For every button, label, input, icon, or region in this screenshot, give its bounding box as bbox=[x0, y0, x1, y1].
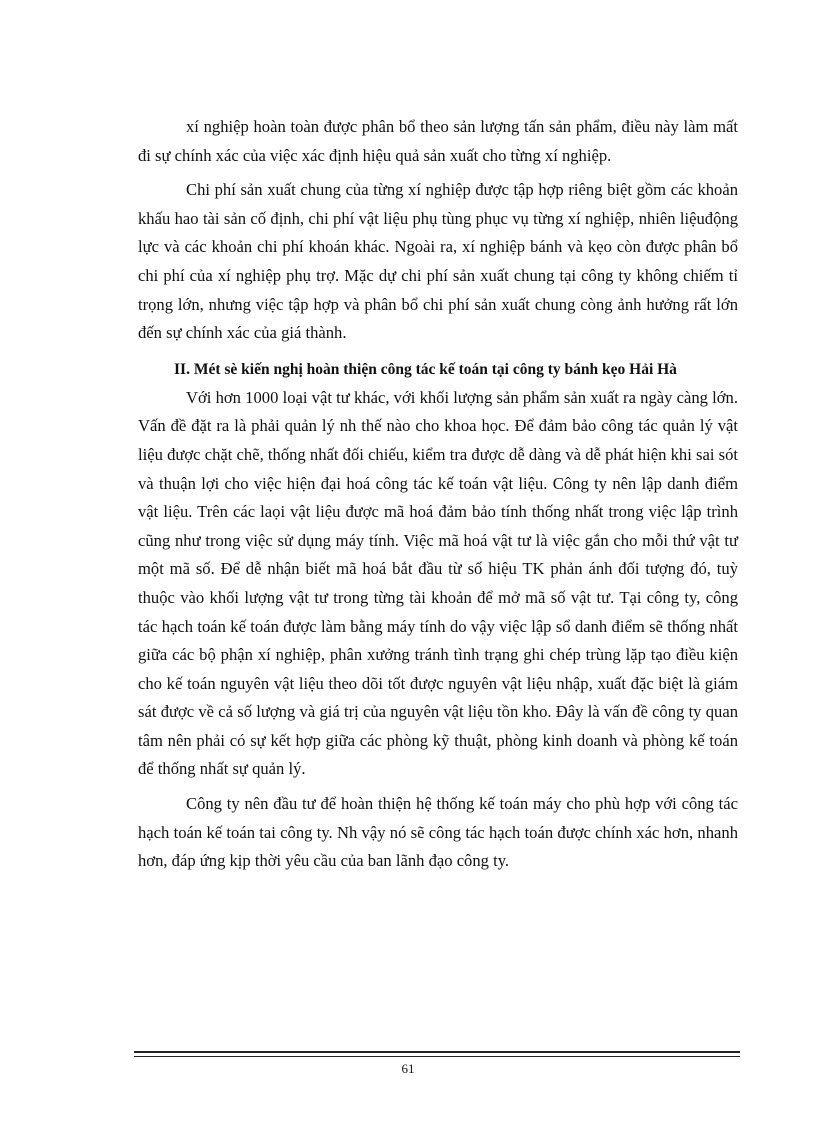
footer-divider bbox=[134, 1051, 740, 1057]
page-number: 61 bbox=[401, 1061, 415, 1076]
paragraph-continuation: xí nghiệp hoàn toàn được phân bổ theo sản lượng tấn sản phẩm, điều này làm mất đi sự chính xác của việc xác định hiệu quả sản xuất cho từng xí nghiệp. bbox=[138, 117, 738, 165]
section-heading: II. Mét sè kiến nghị hoàn thiện công tác kế toán tại công ty bánh kẹo Hải Hà bbox=[174, 360, 677, 378]
paragraph-overhead-costs: Chi phí sản xuất chung của từng xí nghiệp được tập hợp riêng biệt gồm các khoản khấu hao tài sản cố định, chi phí vật liệu phụ tùng phục vụ từng xí nghiệp, nhiên liệuđộng lực và các khoản chi phí khoán khác. Ngoài ra, xí nghiệp bánh và kẹo còn được phân bổ chi phí của xí nghiệp phụ trợ. Mặc dự chi phí sản xuất chung tại công ty không chiếm tỉ trọng lớn, nhưng việc tập hợp và phân bổ chi phí sản xuất chung còng ảnh hưởng rất lớn đến sự chính xác của giá thành. bbox=[138, 180, 738, 343]
paragraph-material-coding: Với hơn 1000 loại vật tư khác, với khối lượng sản phẩm sản xuất ra ngày càng lớn. Vấn đề đặt ra là phải quản lý nh thế nào cho khoa học. Để đảm bảo công tác quản lý vật liệu được chặt chẽ, thống nhất đối chiếu, kiểm tra được dễ dàng và dễ phát hiện khi sai sót và thuận lợi cho việc hiện đại hoá công tác kế toán vật liệu. Công ty nên lập danh điểm vật liệu. Trên các laọi vật liệu được mã hoá đảm bảo tính thống nhất trong việc lập trình cũng như trong việc sử dụng máy tính. Việc mã hoá vật tư là việc gắn cho mỗi thứ vật tư một mã số. Để dễ nhận biết mã hoá bắt đầu từ số hiệu TK phản ánh đối tượng đó, tuỳ thuộc vào khối lượng vật tư trong từng tài khoản để mở mã số vật tư. Tại công ty, công tác hạch toán kế toán được làm bằng máy tính do vậy việc lập sổ danh điểm sẽ thống nhất giữa các bộ phận xí nghiệp, phân xưởng tránh tình trạng ghi chép trùng lặp tạo điều kiện cho kế toán nguyên vật liệu theo dõi tốt được nguyên vật liệu nhập, xuất đặc biệt là giám sát được về cả số lượng và giá trị của nguyên vật liệu tồn kho. Đây là vấn đề công ty quan tâm nên phải có sự kết hợp giữa các phòng kỹ thuật, phòng kinh doanh và phòng kế toán để thống nhất sự quản lý. bbox=[138, 387, 738, 779]
page-body bbox=[138, 113, 738, 876]
paragraph-accounting-software: Công ty nên đầu tư để hoàn thiện hệ thống kế toán máy cho phù hợp với công tác hạch toán kế toán tai công ty. Nh vậy nó sẽ công tác hạch toán được chính xác hơn, nhanh hơn, đáp ứng kịp thời yêu cầu của ban lãnh đạo công ty. bbox=[138, 794, 738, 871]
